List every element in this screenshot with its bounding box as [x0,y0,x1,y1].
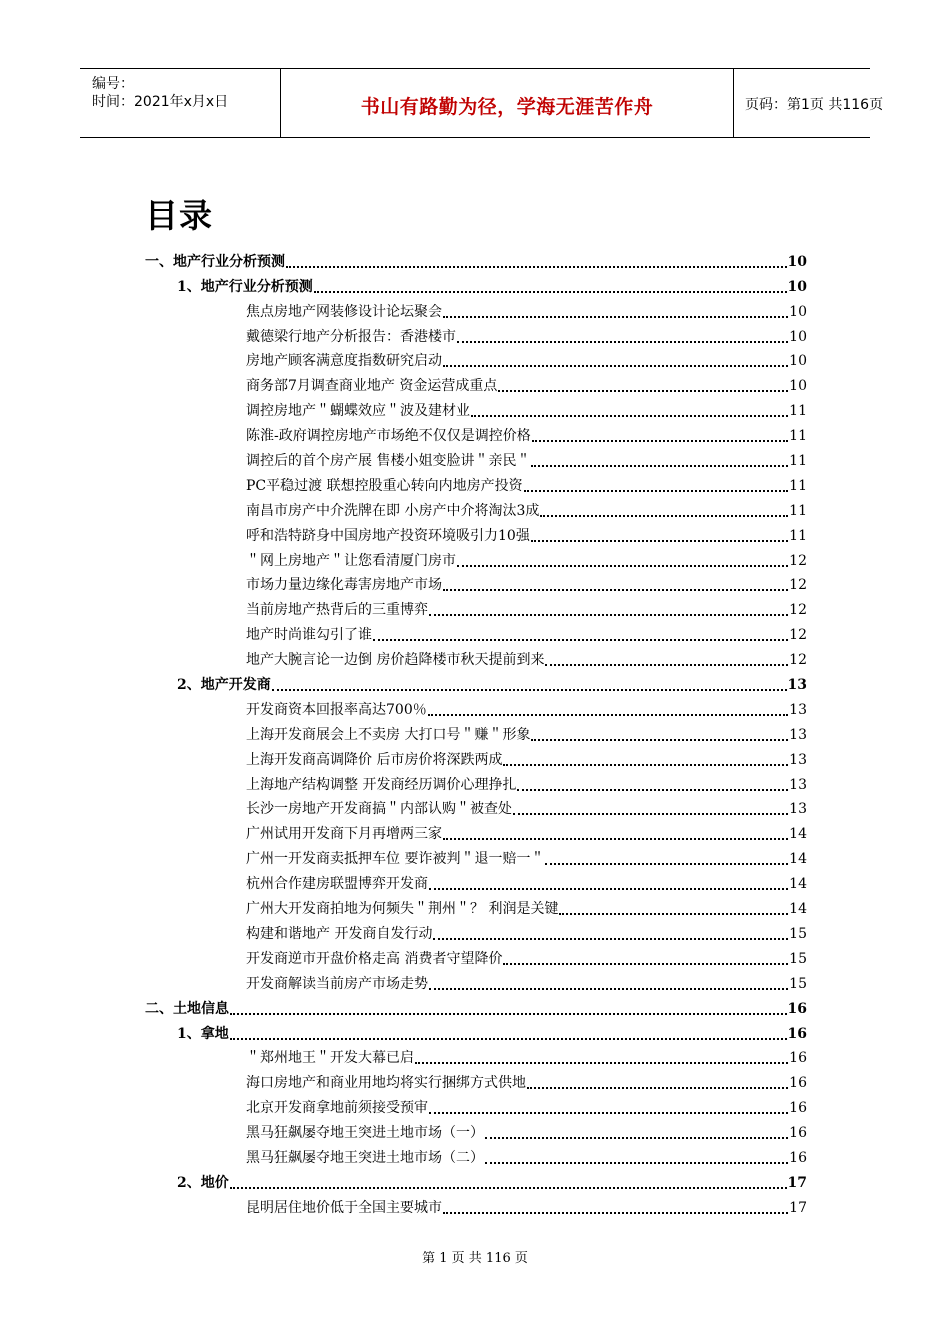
toc-dot-leader [498,389,788,392]
toc-dot-leader [443,364,788,367]
toc-page-number: 15 [789,975,807,992]
toc-page-number: 15 [789,950,807,967]
toc-dot-leader [531,464,788,467]
toc-page-number: 16 [789,1050,807,1067]
toc-entry-title: 当前房地产热背后的三重博弈 [246,602,428,619]
toc-entry-title: ＂网上房地产＂让您看清厦门房市 [246,552,456,569]
toc-dot-leader [503,763,788,766]
toc-entry[interactable] [145,968,807,993]
toc-entry-title: PC平稳过渡 联想控股重心转向内地房产投资 [246,477,523,494]
toc-page-number: 13 [789,726,807,743]
toc-dot-leader [540,514,788,517]
toc-page-number: 12 [789,602,807,619]
toc-dot-leader [531,539,788,542]
toc-page-number: 12 [789,652,807,669]
toc-section[interactable] [145,1167,807,1192]
toc-chapter[interactable] [145,246,807,271]
toc-entry-title: 房地产顾客满意度指数研究启动 [246,353,442,370]
header-motto-cell [280,69,734,137]
toc-entry[interactable] [145,694,807,719]
toc-page-number: 12 [789,627,807,644]
toc-entry-title: 一、地产行业分析预测 [145,253,285,270]
toc-entry[interactable] [145,1117,807,1142]
number-label: 编号： [92,76,134,92]
toc-entry[interactable] [145,818,807,843]
toc-entry-title: 焦点房地产网装修设计论坛聚会 [246,303,442,320]
toc-dot-leader [230,1186,787,1189]
toc-entry-title: 1、地产行业分析预测 [177,278,313,295]
toc-entry-title: 开发商逆市开盘价格走高 消费者守望降价 [246,950,503,967]
toc-page-number: 16 [789,1149,807,1166]
toc-dot-leader [545,862,788,865]
toc-entry[interactable] [145,470,807,495]
page-footer: 第 1 页 共 116 页 [422,1251,528,1266]
toc-dot-leader [429,887,788,890]
toc-entry-title: 广州大开发商拍地为何频失＂荆州＂？ 利润是关键 [246,901,559,918]
toc-entry-title: 海口房地产和商业用地均将实行捆绑方式供地 [246,1075,526,1092]
toc-entry-title: 地产时尚谁勾引了谁 [246,627,372,644]
toc-entry[interactable] [145,570,807,595]
toc-page-number: 10 [789,328,807,345]
toc-entry[interactable] [145,893,807,918]
toc-page-number: 13 [787,677,807,694]
toc-page-number: 13 [789,801,807,818]
toc-entry-title: 北京开发商拿地前须接受预审 [246,1100,428,1117]
toc-page-number: 16 [787,1025,807,1042]
toc-entry-title: 2、地价 [177,1174,229,1191]
toc-entry-title: 南昌市房产中介洗牌在即 小房产中介将淘汰3成 [246,502,540,519]
toc-entry[interactable] [145,719,807,744]
toc-entry-title: 地产大腕言论一边倒 房价趋降楼市秋天提前到来 [246,652,545,669]
toc-page-number: 10 [789,378,807,395]
header-page-cell [733,69,884,137]
toc-entry[interactable] [145,370,807,395]
toc-page-number: 10 [789,303,807,320]
toc-entry[interactable] [145,619,807,644]
toc-entry-title: 市场力量边缘化毒害房地产市场 [246,577,442,594]
toc-entry-title: 构建和谐地产 开发商自发行动 [246,925,433,942]
toc-entry[interactable] [145,420,807,445]
toc-dot-leader [457,340,788,343]
toc-entry[interactable] [145,346,807,371]
toc-page-number: 16 [789,1125,807,1142]
toc-entry-title: 商务部7月调查商业地产 资金运营成重点 [246,378,498,395]
header-meta-cell [80,69,280,137]
toc-entry[interactable] [145,1192,807,1217]
toc-dot-leader [286,265,787,268]
toc-page-number: 11 [789,428,807,445]
toc-dot-leader [485,1161,788,1164]
toc-page-number: 14 [789,826,807,843]
toc-entry[interactable] [145,1067,807,1092]
toc-dot-leader [428,713,788,716]
toc-dot-leader [457,564,788,567]
toc-entry[interactable] [145,1043,807,1068]
toc-page-number: 16 [789,1100,807,1117]
toc-entry[interactable] [145,445,807,470]
toc-entry-title: 杭州合作建房联盟博弈开发商 [246,876,428,893]
toc-dot-leader [545,663,788,666]
toc-entry-title: 1、拿地 [177,1025,229,1042]
toc-dot-leader [513,812,788,815]
toc-dot-leader [230,1012,787,1015]
toc-page-number: 11 [789,477,807,494]
toc-dot-leader [559,912,788,915]
toc-entry[interactable] [145,943,807,968]
toc-dot-leader [443,837,788,840]
toc-page-number: 13 [789,701,807,718]
toc-dot-leader [524,489,789,492]
toc-entry-title: 昆明居住地价低于全国主要城市 [246,1199,442,1216]
toc-section[interactable] [145,1018,807,1043]
toc-dot-leader [443,588,788,591]
page-title: 目录 [145,196,213,235]
toc-entry[interactable] [145,296,807,321]
toc-dot-leader [485,1136,788,1139]
toc-entry-title: 上海开发商高调降价 后市房价将深跌两成 [246,751,503,768]
toc-page-number: 10 [787,278,807,295]
toc-entry[interactable] [145,744,807,769]
toc-dot-leader [429,987,788,990]
table-of-contents [145,246,807,1217]
toc-dot-leader [429,613,788,616]
toc-dot-leader [433,937,788,940]
toc-dot-leader [503,962,788,965]
toc-entry-title: 调控房地产＂蝴蝶效应＂波及建材业 [246,403,470,420]
toc-entry-title: 开发商资本回报率高达700％ [246,701,427,718]
toc-section[interactable] [145,669,807,694]
toc-entry[interactable] [145,495,807,520]
toc-entry[interactable] [145,918,807,943]
toc-page-number: 10 [787,253,807,270]
toc-entry[interactable] [145,594,807,619]
toc-page-number: 17 [787,1174,807,1191]
toc-dot-leader [415,1061,788,1064]
toc-dot-leader [527,1086,788,1089]
header-page-info: 页码：第1页 共116页 [745,97,884,113]
toc-page-number: 10 [789,353,807,370]
toc-entry-title: 长沙一房地产开发商搞＂内部认购＂被查处 [246,801,512,818]
toc-dot-leader [272,688,787,691]
toc-entry-title: 上海开发商展会上不卖房 大打口号＂赚＂形象 [246,726,531,743]
toc-page-number: 11 [789,403,807,420]
toc-dot-leader [230,1037,787,1040]
toc-page-number: 13 [789,776,807,793]
toc-dot-leader [443,1211,788,1214]
toc-page-number: 14 [789,876,807,893]
toc-page-number: 16 [787,1000,807,1017]
toc-entry[interactable] [145,794,807,819]
toc-entry-title: 黑马狂飙屡夺地王突进土地市场（二） [246,1149,484,1166]
toc-entry-title: ＂郑州地王＂开发大幕已启 [246,1050,414,1067]
toc-page-number: 12 [789,577,807,594]
toc-dot-leader [471,414,788,417]
toc-entry[interactable] [145,321,807,346]
toc-section[interactable] [145,271,807,296]
toc-entry-title: 呼和浩特跻身中国房地产投资环境吸引力10强 [246,527,530,544]
toc-entry-title: 二、土地信息 [145,1000,229,1017]
header-motto: 书山有路勤为径，学海无涯苦作舟 [360,96,654,118]
toc-dot-leader [531,738,788,741]
toc-chapter[interactable] [145,993,807,1018]
toc-page-number: 12 [789,552,807,569]
toc-page-number: 11 [789,502,807,519]
toc-entry[interactable] [145,868,807,893]
toc-page-number: 11 [789,527,807,544]
toc-entry[interactable] [145,843,807,868]
toc-entry-title: 戴德梁行地产分析报告：香港楼市 [246,328,456,345]
toc-entry[interactable] [145,644,807,669]
toc-dot-leader [429,1111,788,1114]
toc-page-number: 13 [789,751,807,768]
toc-entry[interactable] [145,395,807,420]
toc-page-number: 15 [789,925,807,942]
toc-entry[interactable] [145,769,807,794]
toc-entry[interactable] [145,1092,807,1117]
toc-entry-title: 黑马狂飙屡夺地王突进土地市场（一） [246,1125,484,1142]
page-header [80,68,884,138]
toc-entry[interactable] [145,520,807,545]
toc-entry[interactable] [145,1142,807,1167]
toc-entry[interactable] [145,545,807,570]
toc-dot-leader [532,439,788,442]
toc-page-number: 11 [789,453,807,470]
toc-entry-title: 上海地产结构调整 开发商经历调价心理挣扎 [246,776,517,793]
toc-entry-title: 调控后的首个房产展 售楼小姐变脸讲＂亲民＂ [246,453,531,470]
toc-dot-leader [373,638,788,641]
date-label: 时间：2021年x月x日 [92,94,229,110]
toc-dot-leader [443,315,788,318]
toc-page-number: 14 [789,901,807,918]
toc-page-number: 17 [789,1199,807,1216]
toc-page-number: 16 [789,1075,807,1092]
toc-dot-leader [517,788,788,791]
toc-entry-title: 广州一开发商卖抵押车位 要诈被判＂退一赔一＂ [246,851,545,868]
toc-entry-title: 陈淮-政府调控房地产市场绝不仅仅是调控价格 [246,428,531,445]
toc-dot-leader [314,290,787,293]
toc-entry-title: 广州试用开发商下月再增两三家 [246,826,442,843]
toc-entry-title: 开发商解读当前房产市场走势 [246,975,428,992]
toc-entry-title: 2、地产开发商 [177,677,271,694]
toc-page-number: 14 [789,851,807,868]
